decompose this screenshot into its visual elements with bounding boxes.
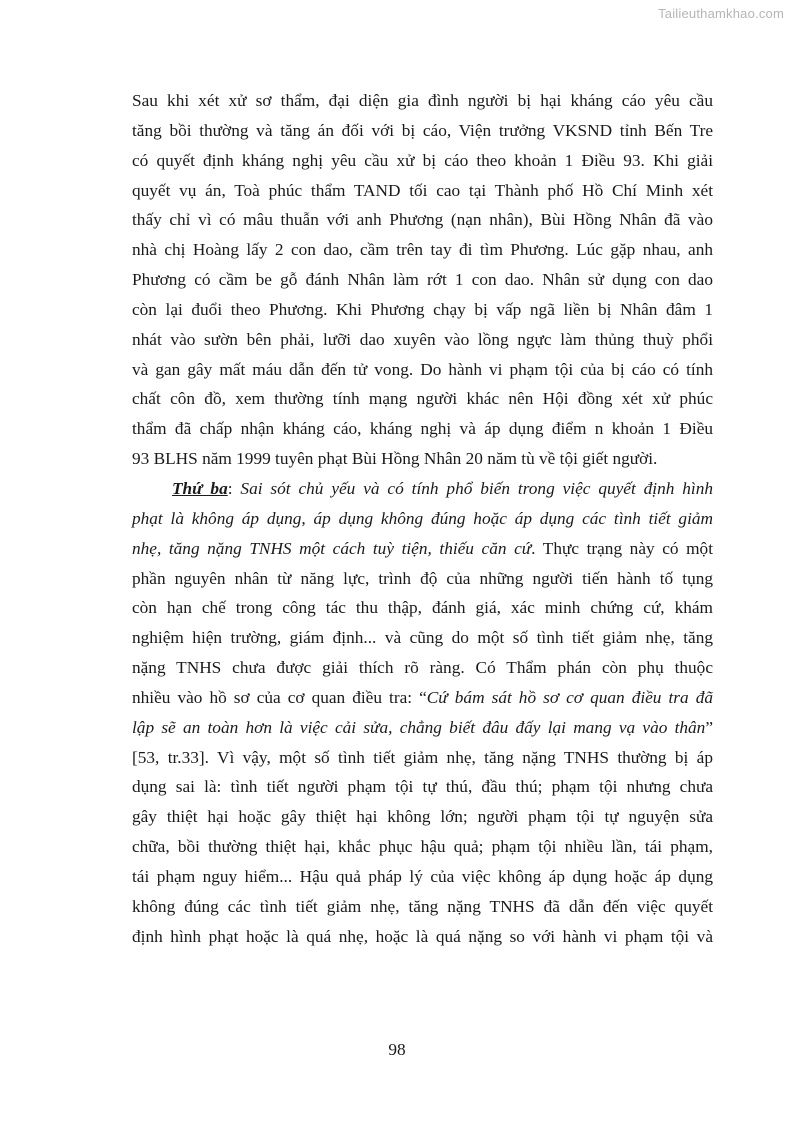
text-line: dụng sai là: tình tiết người phạm tội tự thú, đầu thú; phạm tội nhưng chưa — [132, 777, 713, 797]
text-line: thẩm đã chấp nhận kháng cáo, kháng nghị và áp dụng điểm n khoản 1 Điều — [132, 419, 713, 439]
watermark: Tailieuthamkhao.com — [658, 6, 784, 21]
text-line: và gan gây mất máu dẫn đến tử vong. Do hành vi phạm tội của bị cáo có tính — [132, 359, 713, 379]
quote-close: ” — [705, 717, 713, 737]
text-line: nghiệm hiện trường, giám định... và cũng do một số tình tiết giảm nhẹ, tăng — [132, 628, 713, 648]
page-number: 98 — [388, 1040, 406, 1059]
text-line — [132, 713, 713, 743]
text-line: còn hạn chế trong công tác thu thập, đánh giá, xác minh chứng cứ, khám — [132, 598, 713, 618]
text-line: thấy chỉ vì có mâu thuẫn với anh Phương (nạn nhân), Bùi Hồng Nhân đã vào — [132, 210, 713, 230]
paragraph-2 — [132, 474, 713, 952]
heading-colon: : — [227, 478, 233, 498]
text-line: chữa, bồi thường thiệt hại, khắc phục hậu quả; phạm tội nhiều lần, tái phạm, — [132, 837, 713, 857]
text-line: chất côn đồ, xem thường tính mạng người khác nên Hội đồng xét xử phúc — [132, 389, 713, 409]
emphasis-text: Sai sót chủ yếu và có tính phổ biến trong việc quyết định hình — [232, 478, 714, 498]
text-line — [132, 683, 713, 713]
text-line — [132, 534, 713, 564]
text-line: định hình phạt hoặc là quá nhẹ, hoặc là quá nặng so với hành vi phạm tội và — [132, 926, 713, 946]
text-line: gây thiệt hại hoặc gây thiệt hại không lớn; người phạm tội tự nguyện sửa — [132, 807, 713, 827]
text-line: nặng TNHS chưa được giải thích rõ ràng. Có Thẩm phán còn phụ thuộc — [132, 658, 713, 678]
text-line: có quyết định kháng nghị yêu cầu xử bị cáo theo khoản 1 Điều 93. Khi giải — [132, 150, 713, 170]
emphasis-text: nhẹ, tăng nặng TNHS một cách tuỳ tiện, thiếu căn cứ — [132, 538, 532, 558]
text-line: tái phạm nguy hiểm... Hậu quả pháp lý của việc không áp dụng hoặc áp dụng — [132, 866, 713, 886]
plain-text: . Thực trạng này có một — [531, 538, 713, 558]
text-line — [132, 474, 713, 504]
quote-text: Cứ bám sát hồ sơ cơ quan điều tra đã — [426, 687, 713, 707]
text-line: quyết vụ án, Toà phúc thẩm TAND tối cao tại Thành phố Hồ Chí Minh xét — [132, 180, 713, 200]
text-line: không đúng các tình tiết giảm nhẹ, tăng nặng TNHS đã dẫn đến việc quyết — [132, 896, 713, 916]
text-line: tăng bồi thường và tăng án đối với bị cáo, Viện trưởng VKSND tỉnh Bến Tre — [132, 120, 713, 140]
plain-text: nhiều vào hồ sơ của cơ quan điều tra: “ — [132, 687, 427, 707]
paragraph-1 — [132, 86, 713, 474]
text-line: nhát vào sườn bên phải, lưỡi dao xuyên vào lồng ngực làm thủng thuỳ phổi — [132, 329, 713, 349]
text-line: [53, tr.33]. Vì vậy, một số tình tiết giảm nhẹ, tăng nặng TNHS thường bị áp — [132, 747, 713, 767]
quote-text: lập sẽ an toàn hơn là việc cải sửa, chẳng biết đâu đấy lại mang vạ vào thân — [132, 717, 706, 737]
section-heading: Thứ ba — [172, 478, 228, 498]
text-line: 93 BLHS năm 1999 tuyên phạt Bùi Hồng Nhân 20 năm tù về tội giết người. — [132, 449, 658, 469]
text-line: phạt là không áp dụng, áp dụng không đúng hoặc áp dụng các tình tiết giảm — [132, 508, 713, 528]
text-line: nhà chị Hoàng lấy 2 con dao, cầm trên tay đi tìm Phương. Lúc gặp nhau, anh — [132, 240, 713, 260]
text-line: Phương có cầm be gỗ đánh Nhân làm rớt 1 con dao. Nhân sử dụng con dao — [132, 270, 713, 290]
text-line: phần nguyên nhân từ năng lực, trình độ của những người tiến hành tố tụng — [132, 568, 713, 588]
document-body — [132, 86, 713, 951]
text-line: Sau khi xét xử sơ thẩm, đại diện gia đình người bị hại kháng cáo yêu cầu — [132, 91, 713, 110]
text-line: còn lại đuổi theo Phương. Khi Phương chạy bị vấp ngã liền bị Nhân đâm 1 — [132, 299, 713, 319]
